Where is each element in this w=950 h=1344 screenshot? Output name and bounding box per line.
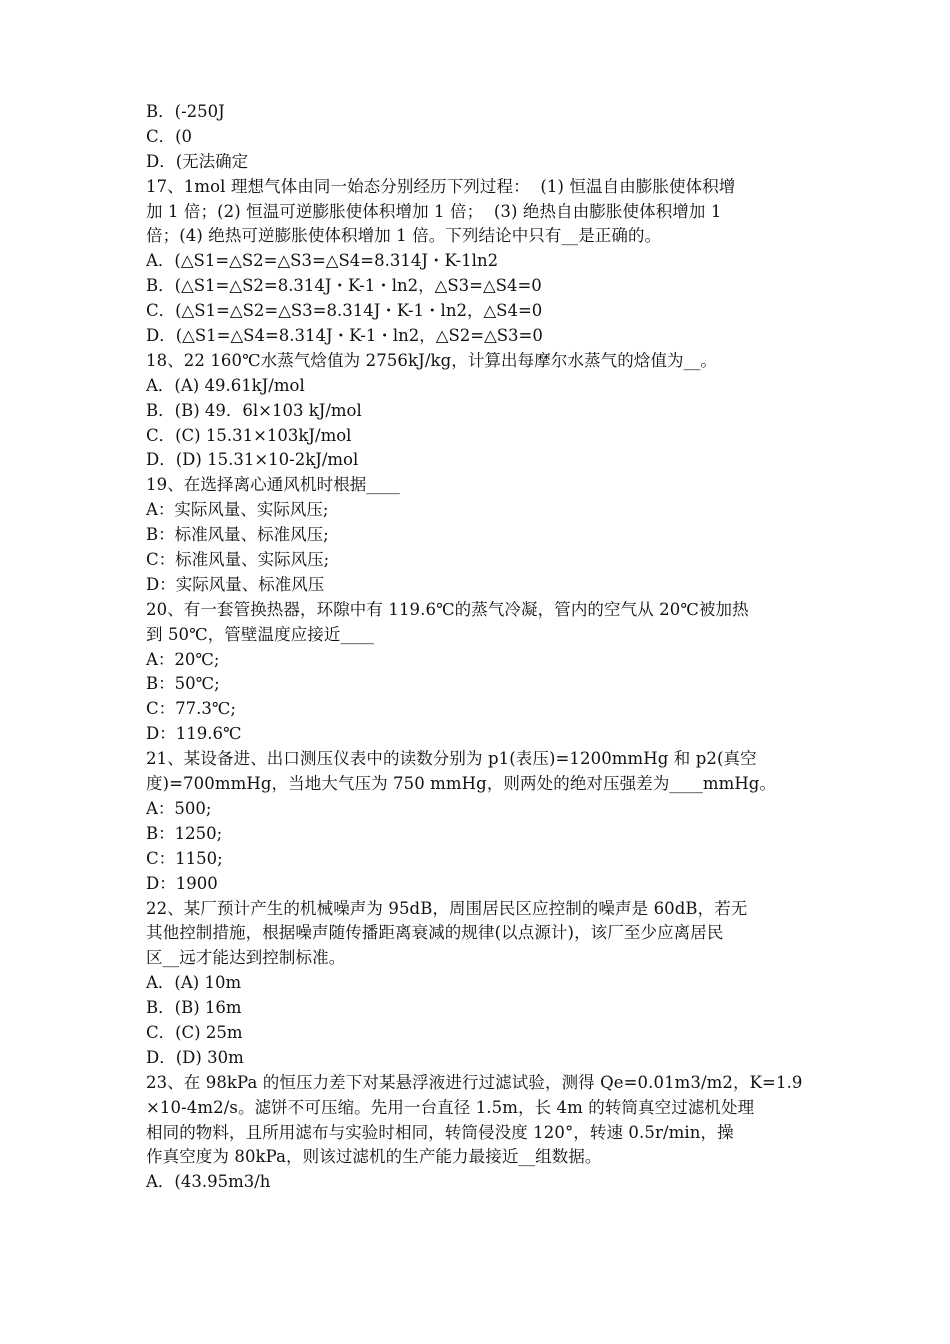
text-line: A：实际风量、实际风压; bbox=[146, 500, 329, 520]
text-line: B．(-250J bbox=[146, 102, 225, 121]
text-line: 21、某设备进、出口测压仪表中的读数分别为 p1(表压)=1200mmHg 和 p2(真空 bbox=[146, 749, 757, 769]
text-line: 相同的物料，且所用滤布与实验时相同，转筒侵没度 120°，转速 0.5r/min，操 bbox=[146, 1122, 734, 1142]
question-text bbox=[146, 175, 808, 250]
answer-option bbox=[146, 1170, 808, 1195]
answer-option bbox=[146, 523, 808, 548]
text-line: A．(43.95m3/h bbox=[146, 1172, 271, 1192]
answer-option bbox=[146, 424, 808, 449]
text-line: 20、有一套管换热器，环隙中有 119.6℃的蒸气冷凝，管内的空气从 20℃被加热 bbox=[146, 599, 749, 619]
text-line: C．(△S1=△S2=△S3=8.314J・K-1・ln2，△S4=0 bbox=[146, 301, 543, 321]
answer-option bbox=[146, 448, 808, 473]
answer-option bbox=[146, 822, 808, 847]
answer-option bbox=[146, 274, 808, 299]
text-line: 23、在 98kPa 的恒压力差下对某悬浮液进行过滤试验，测得 Qe=0.01m3/m2，K=1.9 bbox=[146, 1072, 803, 1092]
text-line: 度)=700mmHg，当地大气压为 750 mmHg，则两处的绝对压强差为____mmHg。 bbox=[146, 774, 777, 794]
answer-option bbox=[146, 797, 808, 822]
text-line: B．(B) 49．6l×103 kJ/mol bbox=[146, 400, 362, 420]
text-line: B：1250; bbox=[146, 823, 223, 843]
text-line: 作真空度为 80kPa，则该过滤机的生产能力最接近__组数据。 bbox=[146, 1147, 602, 1167]
text-line: A．(A) 49.61kJ/mol bbox=[146, 375, 305, 395]
text-line: 17、1mol 理想气体由同一始态分别经历下列过程： (1) 恒温自由膨胀使体积增 bbox=[146, 176, 736, 196]
answer-option bbox=[146, 672, 808, 697]
text-line: D．(无法确定 bbox=[146, 151, 249, 171]
question-text bbox=[146, 598, 808, 648]
text-line: C：标准风量、实际风压; bbox=[146, 550, 330, 570]
answer-option bbox=[146, 573, 808, 598]
answer-option bbox=[146, 1021, 808, 1046]
answer-option bbox=[146, 847, 808, 872]
text-line: D：1900 bbox=[146, 873, 218, 893]
question-text bbox=[146, 747, 808, 797]
text-line: C：1150; bbox=[146, 848, 223, 868]
document-page bbox=[146, 100, 808, 1195]
text-line: C：77.3℃; bbox=[146, 699, 236, 719]
answer-option bbox=[146, 324, 808, 349]
text-line: C．(C) 25m bbox=[146, 1022, 243, 1042]
text-line: 倍；(4) 绝热可逆膨胀使体积增加 1 倍。下列结论中只有__是正确的。 bbox=[146, 226, 662, 246]
text-line: B．(B) 16m bbox=[146, 998, 242, 1018]
answer-option bbox=[146, 996, 808, 1021]
answer-option bbox=[146, 374, 808, 399]
text-line: A．(△S1=△S2=△S3=△S4=8.314J・K-1ln2 bbox=[146, 251, 499, 271]
text-line: B：50℃; bbox=[146, 674, 220, 694]
answer-option bbox=[146, 722, 808, 747]
answer-option bbox=[146, 1046, 808, 1071]
answer-option bbox=[146, 548, 808, 573]
text-line: D．(△S1=△S4=8.314J・K-1・ln2，△S2=△S3=0 bbox=[146, 326, 543, 346]
text-line: D：实际风量、标准风压 bbox=[146, 574, 325, 594]
question-text bbox=[146, 897, 808, 972]
question-text bbox=[146, 349, 808, 374]
answer-option bbox=[146, 872, 808, 897]
answer-option bbox=[146, 150, 808, 175]
answer-option bbox=[146, 498, 808, 523]
question-text bbox=[146, 1071, 808, 1171]
text-line: A：20℃; bbox=[146, 649, 220, 669]
answer-option bbox=[146, 971, 808, 996]
text-line: B．(△S1=△S2=8.314J・K-1・ln2，△S3=△S4=0 bbox=[146, 276, 542, 296]
text-line: ×10-4m2/s。滤饼不可压缩。先用一台直径 1.5m，长 4m 的转筒真空过滤机处理 bbox=[146, 1097, 755, 1117]
answer-option bbox=[146, 249, 808, 274]
question-text bbox=[146, 473, 808, 498]
text-line: 其他控制措施，根据噪声随传播距离衰减的规律(以点源计)，该厂至少应离居民 bbox=[146, 923, 724, 943]
text-line: D：119.6℃ bbox=[146, 724, 242, 744]
text-line: A：500; bbox=[146, 798, 212, 818]
text-line: C．(0 bbox=[146, 126, 193, 146]
text-line: 19、在选择离心通风机时根据____ bbox=[146, 475, 400, 495]
text-line: A．(A) 10m bbox=[146, 973, 242, 993]
text-line: 22、某厂预计产生的机械噪声为 95dB，周围居民区应控制的噪声是 60dB，若无 bbox=[146, 898, 748, 918]
text-line: 18、22 160℃水蒸气焓值为 2756kJ/kg，计算出每摩尔水蒸气的焓值为__。 bbox=[146, 350, 717, 370]
answer-option bbox=[146, 399, 808, 424]
text-line: 到 50℃，管壁温度应接近____ bbox=[146, 624, 374, 644]
answer-option bbox=[146, 125, 808, 150]
answer-option bbox=[146, 100, 808, 125]
answer-option bbox=[146, 299, 808, 324]
answer-option bbox=[146, 697, 808, 722]
text-line: D．(D) 30m bbox=[146, 1047, 244, 1067]
text-line: 区__远才能达到控制标准。 bbox=[146, 948, 346, 968]
text-line: B：标准风量、标准风压; bbox=[146, 525, 329, 545]
text-line: C．(C) 15.31×103kJ/mol bbox=[146, 425, 352, 445]
text-line: D．(D) 15.31×10-2kJ/mol bbox=[146, 450, 359, 470]
answer-option bbox=[146, 648, 808, 673]
text-line: 加 1 倍；(2) 恒温可逆膨胀使体积增加 1 倍； (3) 绝热自由膨胀使体积增加 1 bbox=[146, 201, 722, 221]
